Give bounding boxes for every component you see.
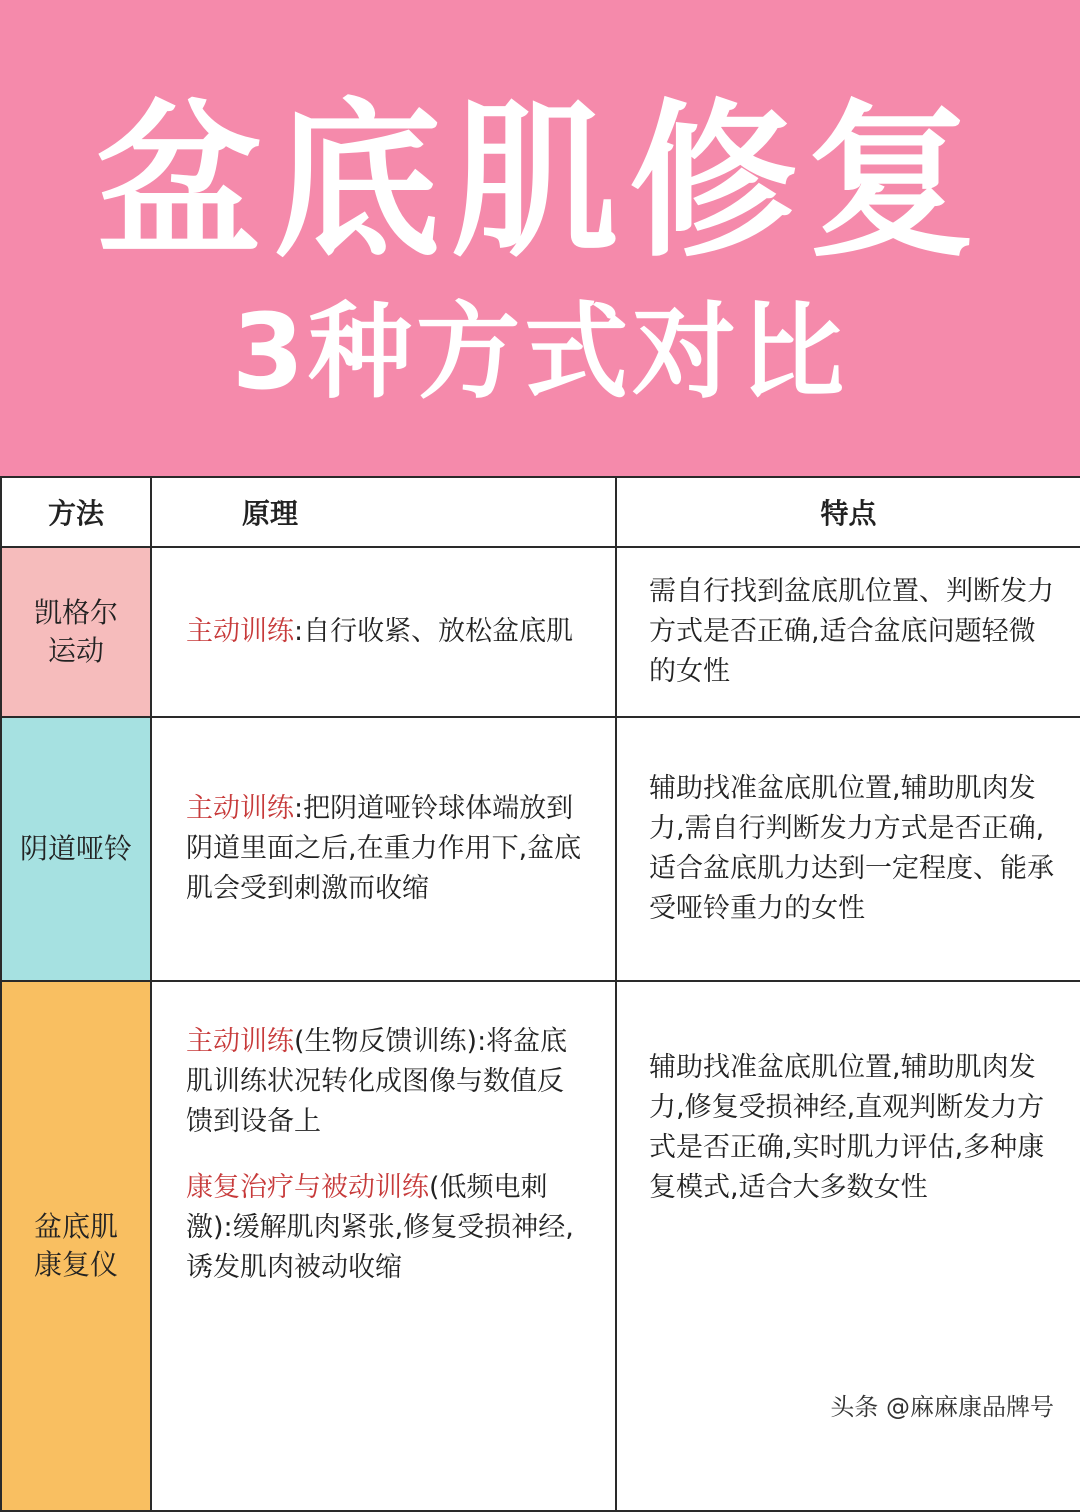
principle-highlight: 主动训练 (186, 1026, 294, 1057)
principle-highlight: 康复治疗与被动训练 (186, 1172, 429, 1203)
table-header-row (1, 477, 1080, 547)
method-label: 阴道哑铃 (19, 832, 132, 865)
feature-cell (616, 717, 1080, 981)
paragraph-gap (186, 1142, 587, 1168)
column-header-principle: 原理 (151, 477, 616, 547)
comparison-table-wrapper (0, 476, 1080, 1440)
table-row (1, 981, 1080, 1511)
principle-highlight: 主动训练 (186, 793, 294, 824)
column-header-feature: 特点 (616, 477, 1080, 547)
principle-paragraph (186, 1022, 587, 1142)
method-cell (1, 981, 151, 1511)
principle-cell (151, 981, 616, 1511)
page-subtitle: 3种方式对比 (231, 291, 849, 413)
principle-text: (低频电刺激):缓解肌肉紧张,修复受损神经,诱发肌肉被动收缩 (186, 1172, 574, 1283)
comparison-table (0, 476, 1080, 1512)
watermark: 头条 @麻麻康品牌号 (830, 1393, 1054, 1421)
principle-text: (生物反馈训练):将盆底肌训练状况转化成图像与数值反馈到设备上 (186, 1026, 568, 1137)
method-label: 盆底肌 康复仪 (33, 1210, 118, 1281)
column-header-method: 方法 (1, 477, 151, 547)
principle-paragraph (186, 612, 587, 652)
feature-cell (616, 547, 1080, 717)
header-banner (0, 0, 1080, 476)
page-title: 盆底肌修复 (95, 84, 985, 280)
principle-highlight: 主动训练 (186, 616, 294, 647)
feature-text: 需自行找到盆底肌位置、判断发力方式是否正确,适合盆底问题轻微的女性 (649, 576, 1054, 687)
feature-cell (616, 981, 1080, 1511)
feature-text: 辅助找准盆底肌位置,辅助肌肉发力,需自行判断发力方式是否正确,适合盆底肌力达到一定程度、能承受哑铃重力的女性 (649, 773, 1054, 924)
principle-cell (151, 717, 616, 981)
table-row (1, 547, 1080, 717)
method-cell (1, 717, 151, 981)
method-label: 凯格尔 运动 (33, 596, 118, 667)
principle-paragraph (186, 1168, 587, 1288)
method-cell (1, 547, 151, 717)
table-row (1, 717, 1080, 981)
principle-text: :把阴道哑铃球体端放到阴道里面之后,在重力作用下,盆底肌会受到刺激而收缩 (186, 793, 582, 904)
principle-text: :自行收紧、放松盆底肌 (294, 616, 574, 647)
principle-paragraph (186, 789, 587, 909)
feature-text: 辅助找准盆底肌位置,辅助肌肉发力,修复受损神经,直观判断发力方式是否正确,实时肌力评估,多种康复模式,适合大多数女性 (649, 1052, 1045, 1203)
principle-cell (151, 547, 616, 717)
